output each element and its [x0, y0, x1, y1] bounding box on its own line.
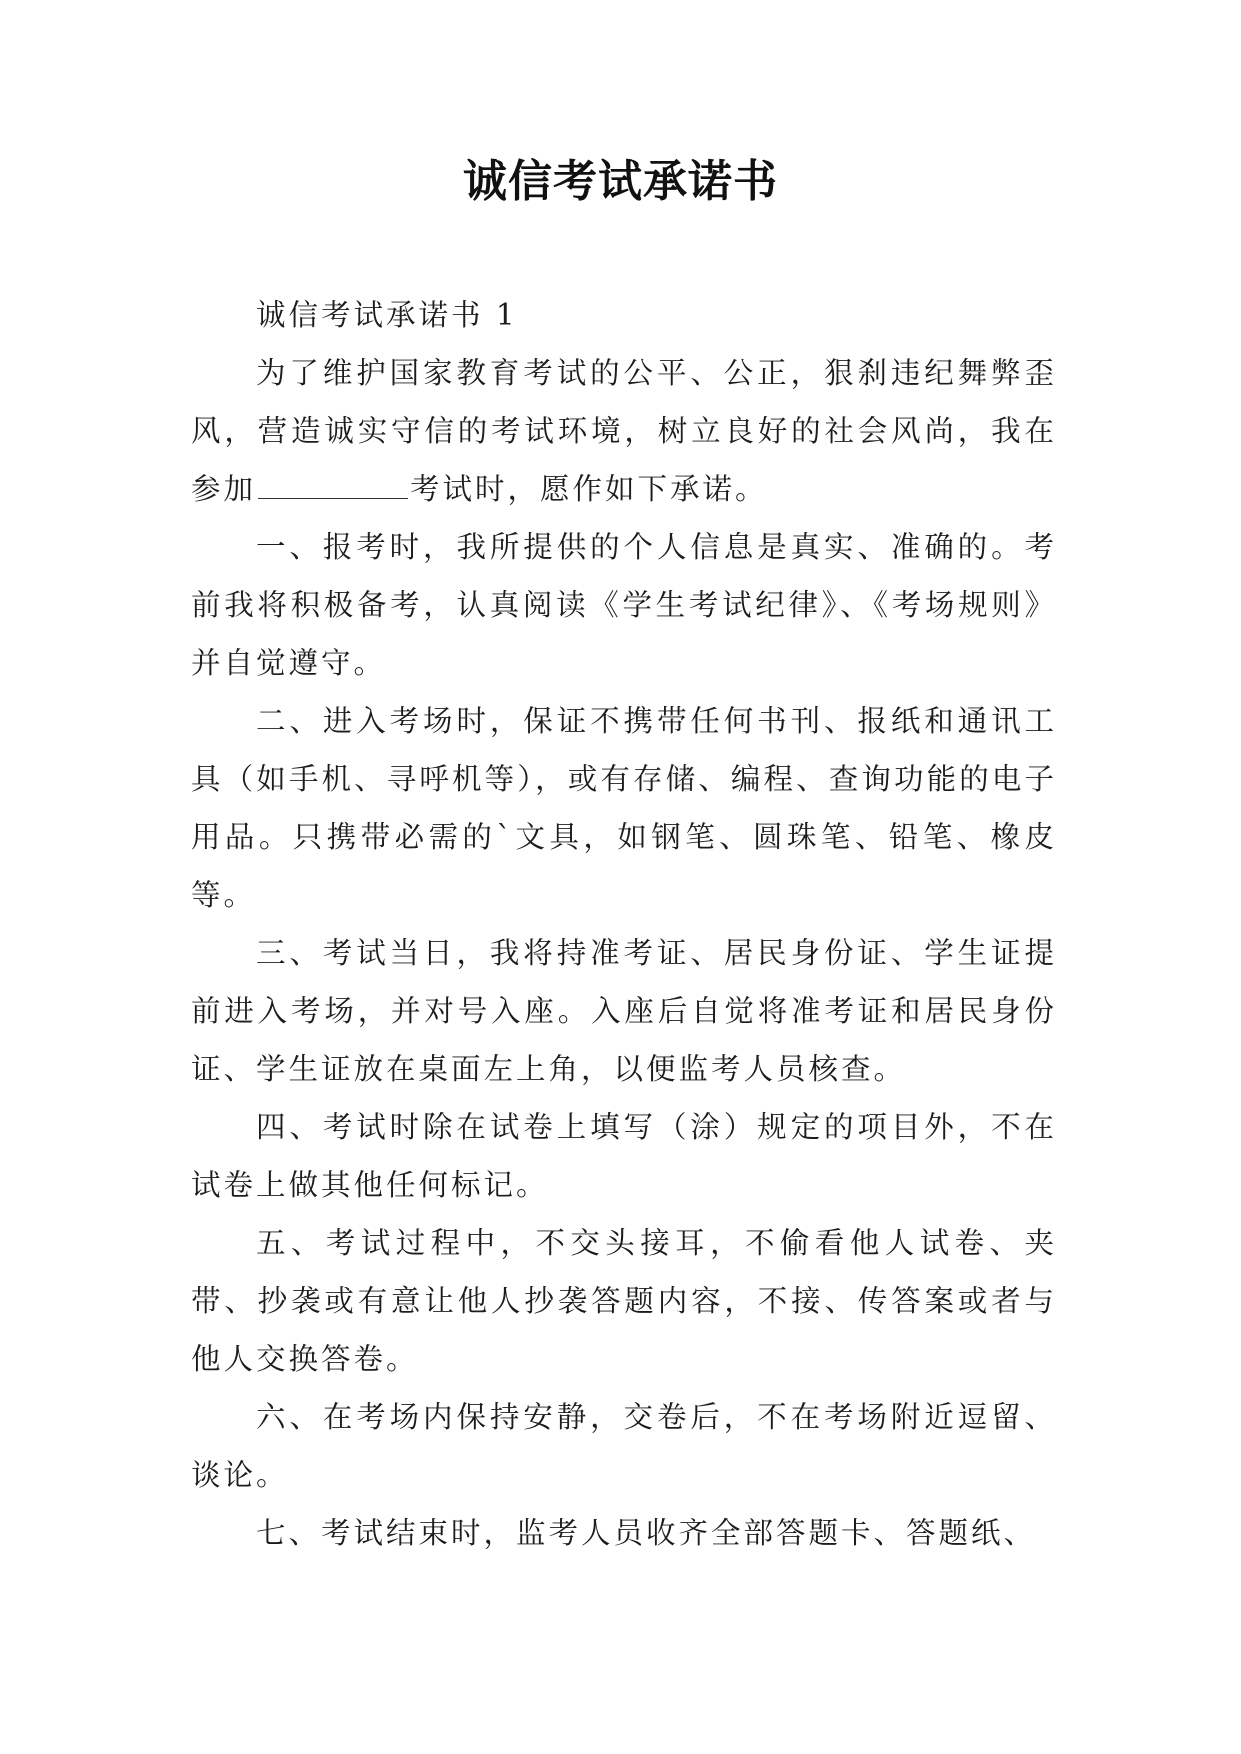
intro-paragraph — [191, 344, 1057, 518]
exam-name-blank — [258, 469, 408, 500]
pledge-item-7: 七、考试结束时，监考人员收齐全部答题卡、答题纸、 — [256, 1516, 1037, 1550]
pledge-item-6: 六、在考场内保持安静，交卷后，不在考场附近逗留、谈论。 — [191, 1400, 1057, 1492]
pledge-item-2: 二、进入考场时，保证不携带任何书刊、报纸和通讯工具（如手机、寻呼机等），或有存储、编程、查询功能的电子用品。只携带必需的`文具，如钢笔、圆珠笔、铅笔、橡皮等。 — [191, 704, 1057, 912]
pledge-item-4: 四、考试时除在试卷上填写（涂）规定的项目外，不在试卷上做其他任何标记。 — [191, 1110, 1057, 1202]
document-body — [191, 286, 1057, 1562]
intro-text-before-blank: 为了维护国家教育考试的公平、公正，狠刹违纪舞弊歪风，营造诚实守信的考试环境，树立良好的社会风尚，我在参加 — [191, 356, 1057, 506]
pledge-item-3: 三、考试当日，我将持准考证、居民身份证、学生证提前进入考场，并对号入座。入座后自觉将准考证和居民身份证、学生证放在桌面左上角，以便监考人员核查。 — [191, 936, 1057, 1086]
pledge-item-1: 一、报考时，我所提供的个人信息是真实、准确的。考前我将积极备考，认真阅读《学生考试纪律》、《考场规则》并自觉遵守。 — [191, 530, 1057, 680]
intro-text-after-blank: 考试时，愿作如下承诺。 — [410, 472, 768, 506]
document-title: 诚信考试承诺书 — [463, 156, 778, 207]
section-subtitle: 诚信考试承诺书 1 — [256, 298, 518, 332]
pledge-item-5: 五、考试过程中，不交头接耳，不偷看他人试卷、夹带、抄袭或有意让他人抄袭答题内容，不接、传答案或者与他人交换答卷。 — [191, 1226, 1057, 1376]
